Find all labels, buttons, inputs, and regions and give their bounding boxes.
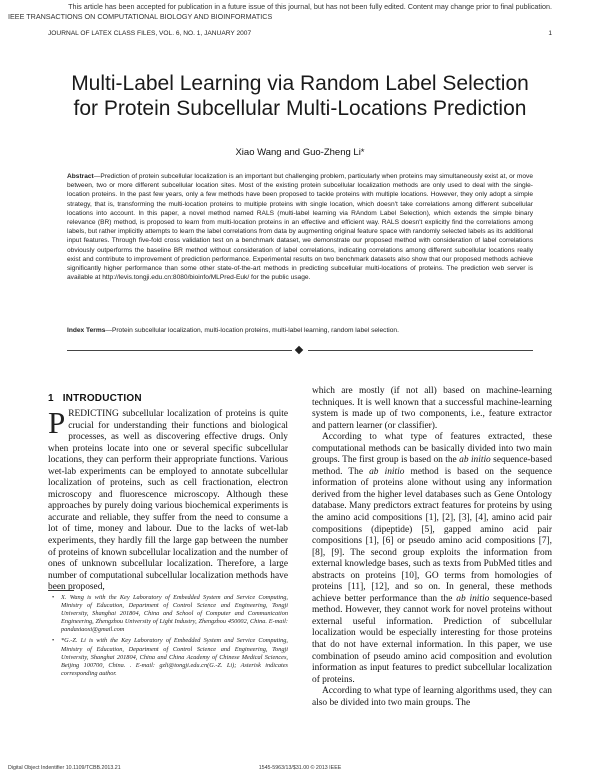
- page-number: 1: [548, 30, 552, 37]
- footnote-text: X. Wang is with the Key Laboratory of Embedded System and Service Computing, Ministry of Education, Department of Control Science and Engineering, Tongji University, Shanghai 201804, China and School of Computer and Communication Engineering, Zhengzhou University of Light Industry, Zhengzhou 450002, China. E-mail: pandaxiaoxi@gmail.com: [61, 594, 288, 634]
- paper-authors: Xiao Wang and Guo-Zheng Li*: [235, 147, 365, 158]
- diamond-icon: [295, 346, 303, 354]
- abstract: [67, 172, 533, 282]
- footnote-bullet: •: [52, 637, 55, 645]
- footnote-author-1: [48, 594, 288, 634]
- p2-text-b: sequence-based method. The: [312, 455, 553, 477]
- right-paragraph-3: According to what type of learning algorithms used, they can also be divided into two main groups. The: [312, 686, 552, 708]
- right-paragraph-1: which are mostly (if not all) based on machine-learning techniques. It is well known that a successful machine-learning system is made up of two components, i.e., feature extractor and pattern learner (or classifier).: [312, 386, 552, 431]
- intro-paragraph: [48, 405, 288, 594]
- running-head-text: JOURNAL OF LATEX CLASS FILES, VOL. 6, NO. 1, JANUARY 2007: [48, 30, 252, 37]
- right-paragraph-2: [312, 432, 552, 686]
- paper-title: Multi-Label Learning via Random Label Selection for Protein Subcellular Multi-Locations Prediction: [71, 72, 529, 121]
- section-divider: [67, 346, 533, 356]
- footnote-author-2: [48, 637, 288, 677]
- section-number: 1: [48, 393, 54, 404]
- p2-text-d: sequence-based method. However, they cannot work for novel proteins without external useful information. Prediction of subcellular localization would be especially interesting for those proteins that do not have external information. In this paper, we use combination of pseudo amino acid composition and evolution information as input features to predict subcellular localization of proteins.: [312, 593, 553, 685]
- intro-text: REDICTING subcellular localization of proteins is quite crucial for understanding their functions and biological processes, as well as discovering effective drugs. Only when proteins locate into one or several specific subcellular locations, they can perform their appropriate functions. Various wet-lab experiments can be employed to annotate subcellular localization of proteins, such as cell fractionation, electron microscopy and fluorescence microscopy. Although these approaches by purely doing various biochemical experiments is accurate and reliable, they suffer from the need to consume a lot of time, money and labour. Due to the lacks of wet-lab experiments, they hardly fill the large gap between the number of proteins of known subcellular localization and the number of ones of unknown subcellular localization. Therefore, a large number of computational subcellular localization methods have been proposed,: [48, 409, 288, 593]
- doi-footer: Digital Object Indentifier 10.1109/TCBB.2013.21: [8, 765, 121, 771]
- footnotes: [48, 594, 288, 681]
- ab-initio-term: ab initio: [369, 466, 405, 477]
- right-column: [312, 386, 552, 709]
- prepublication-notice: [0, 2, 600, 21]
- footnote-separator: [48, 590, 74, 591]
- index-terms-text: —Protein subcellular localization, multi-location proteins, multi-label learning, random label selection.: [105, 327, 399, 334]
- divider-line-left: [67, 350, 292, 351]
- ab-initio-term: ab initio: [459, 455, 491, 466]
- section-heading: [48, 393, 142, 404]
- section-title: INTRODUCTION: [62, 393, 142, 404]
- p2-text-a: According to what type of features extracted, these computational methods can be basically divided into two main groups. The first group is based on the: [312, 432, 552, 466]
- footnote-bullet: •: [52, 594, 55, 601]
- abstract-text: —Prediction of protein subcellular localization is an important but challenging problem, particularly when proteins may simultaneously exist at, or move between, two or more different subcellular location sites. Most of the existing protein subcellular localization methods are only used to deal with the single-location proteins. In the past few years, only a few methods have been proposed to tackle proteins with multiple locations. However, they only adopt a simple strategy, that is, transforming the multi-location proteins to multiple proteins with single location, which doesn't take correlations among different subcellular locations into account. In this paper, a novel method named RALS (multi-label learning via RAndom Label Selection), which extends the simple binary relevance (BR) method, is proposed to learn from multi-location proteins in an effective and efficient way. RALS doesn't explicitly find the correlations among labels, but rather implicitly attempts to learn the label correlations from data by augmenting original feature space with randomly selected labels as its additional input features. Through five-fold cross validation test on a benchmark dataset, we demonstrate our proposed method with consideration of label correlations obviously outperforms the baseline BR method without consideration of label correlations, indicating correlations among different subcellular locations really exist and contribute to improvement of prediction performance. Experimental results on two benchmark datasets also show that our proposed methods achieve significantly higher performance than some other state-of-the-art methods in predicting subcellular multi-locations of proteins. The prediction web server is available at http://levis.tongji.edu.cn:8080/bioinfo/MLPred-Euk/ for the public usage.: [67, 173, 533, 282]
- journal-notice: IEEE TRANSACTIONS ON COMPUTATIONAL BIOLOGY AND BIOINFORMATICS: [8, 12, 273, 21]
- left-column: [48, 405, 288, 594]
- footnote-text: *G.-Z. Li is with the Key Laboratory of Embedded System and Service Computing, Ministry of Education, Department of Control Science and Engineering, Tongji University, Shanghai 201804, China and China Academy of Chinese Medical Sciences, Beijing 100700, China. . E-mail: gzli@tongji.edu.cn(G.-Z. Li); Asterisk indicates corresponding author.: [61, 637, 288, 677]
- divider-line-right: [308, 350, 533, 351]
- index-terms: [67, 326, 533, 335]
- abstract-label: Abstract: [67, 173, 94, 180]
- notice-text: This article has been accepted for publication in a future issue of this journal, but has not been fully edited. Content may change prior to final publication.: [68, 2, 552, 11]
- issn-footer: 1545-5963/13/$31.00 © 2013 IEEE: [258, 765, 342, 771]
- drop-cap: P: [48, 405, 66, 440]
- index-terms-label: Index Terms: [67, 327, 106, 334]
- p2-text-c: method is based on the sequence information of proteins alone without using any information derived from the higher level databases such as Gene Ontology database. Many predictors extract features for proteins by using the amino acid compositions [1], [2], [3], [4], amino acid pair compositions (dipeptide) [5], gapped amino acid pair compositions [1], [6] or pseudo amino acid compositions [7], [8], [9]. The second group exploits the information from external knowledge bases, such as texts from PubMed titles and abstracts on proteins [10], GO terms from homologies of proteins [11], [12], and so on. In general, these methods achieve better performance than the: [312, 466, 553, 604]
- running-head: [48, 30, 552, 37]
- ab-initio-term: ab initio: [456, 593, 490, 604]
